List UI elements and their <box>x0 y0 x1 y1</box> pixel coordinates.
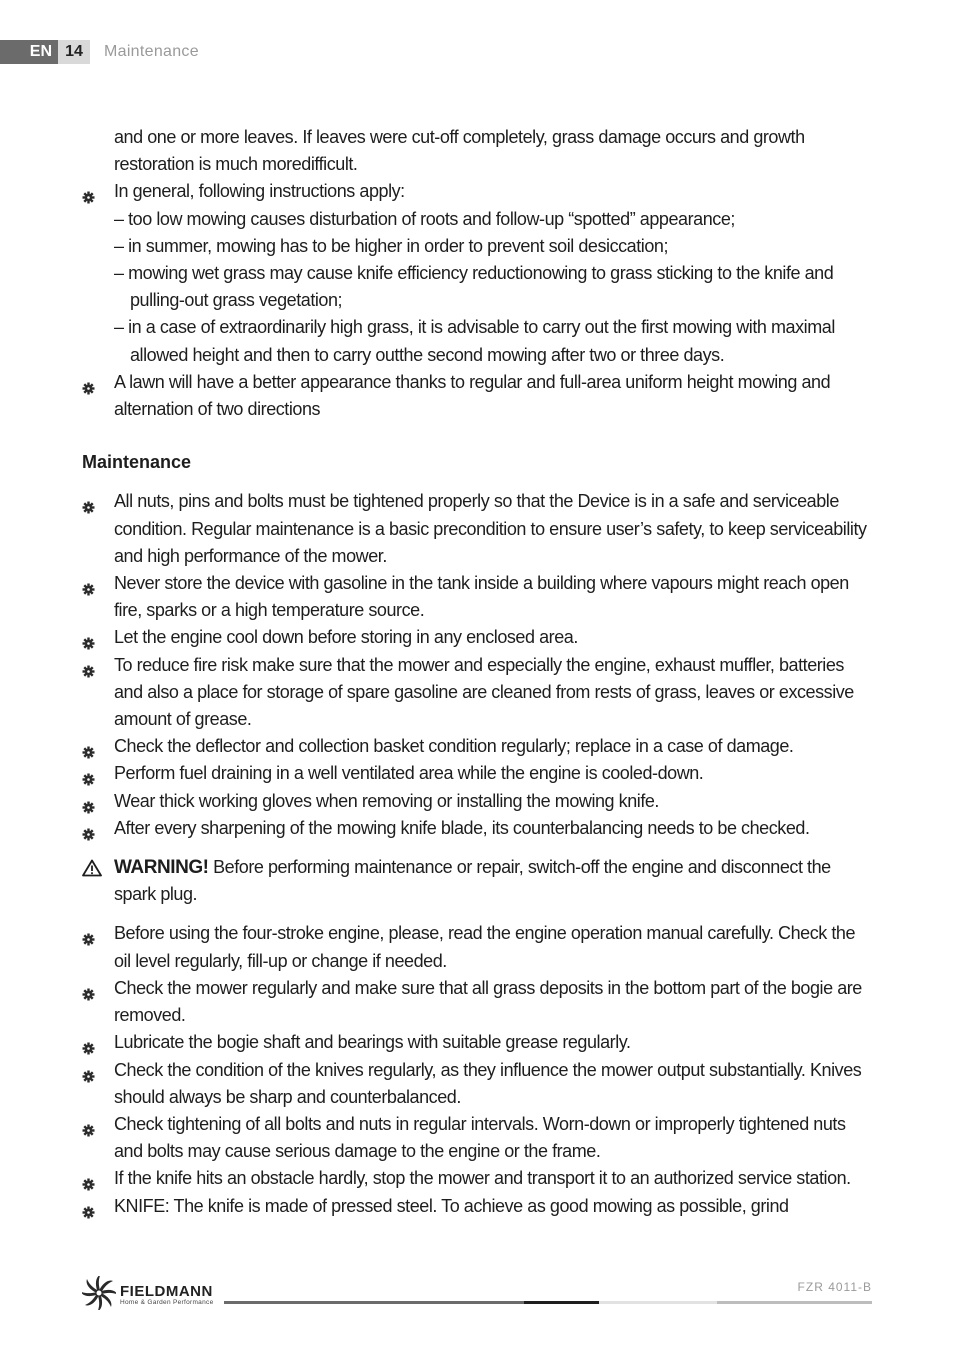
page-footer <box>82 1276 872 1316</box>
gear-bullet-icon <box>82 659 95 672</box>
list-item-text: If the knife hits an obstacle hardly, stop the mower and transport it to an authorized service station. <box>114 1168 851 1189</box>
model-number: FZR 4011-B <box>797 1280 872 1294</box>
list-item-text: Check the condition of the knives regularly, as they influence the mower output substantially. Knives should always be sharp and counterbalanced. <box>114 1059 862 1107</box>
footer-bar-dark <box>524 1301 599 1304</box>
fan-swirl-icon <box>82 1276 116 1315</box>
list-item-text: KNIFE: The knife is made of pressed steel. To achieve as good mowing as possible, grind <box>114 1195 789 1216</box>
gear-bullet-icon <box>82 495 95 508</box>
section-heading: Maintenance <box>82 452 192 473</box>
list-item <box>82 178 872 205</box>
gear-bullet-icon <box>82 631 95 644</box>
list-item <box>82 733 872 760</box>
footer-bar-mid <box>717 1301 872 1304</box>
dash-item: – in a case of extraordinarily high grass, it is advisable to carry out the first mowing with maximal allowed height and then to carry outthe second mowing after two or three days. <box>114 317 835 365</box>
list-item-text: After every sharpening of the mowing knife blade, its counterbalancing needs to be checked. <box>114 817 810 838</box>
list-item <box>82 488 872 570</box>
list-item-text: Check tightening of all bolts and nuts in regular intervals. Worn-down or improperly tightened nuts and bolts may cause serious damage to the engine or the frame. <box>114 1113 846 1162</box>
gear-bullet-icon <box>82 982 95 995</box>
brand-name: FIELDMANN <box>120 1283 213 1300</box>
list-item <box>82 815 872 842</box>
gear-bullet-icon <box>82 185 95 198</box>
list-item <box>82 788 872 815</box>
footer-bar-gray <box>224 1301 524 1304</box>
list-item <box>82 760 872 787</box>
maintenance-list-2 <box>82 920 872 1219</box>
list-item <box>82 570 872 624</box>
gear-bullet-icon <box>82 767 95 780</box>
list-item-text: Let the engine cool down before storing in any enclosed area. <box>114 627 578 648</box>
language-badge: EN <box>0 40 58 64</box>
gear-bullet-icon <box>82 927 95 940</box>
warning-block <box>82 854 872 908</box>
gear-bullet-icon <box>82 1064 95 1077</box>
list-item <box>82 624 872 651</box>
list-item <box>82 975 872 1029</box>
brand-logo <box>82 1276 213 1315</box>
list-item <box>82 920 872 974</box>
brand-tagline: Home & Garden Performance <box>120 1299 214 1306</box>
continuation-paragraph: and one or more leaves. If leaves were cut-off completely, grass damage occurs and growth restoration is much moredifficult. <box>114 127 805 175</box>
page-number: 14 <box>58 40 90 64</box>
list-item <box>82 1057 872 1111</box>
gear-bullet-icon <box>82 1172 95 1185</box>
footer-bar-light <box>599 1301 717 1304</box>
gear-bullet-icon <box>82 1118 95 1131</box>
section-title: Maintenance <box>104 43 199 60</box>
dash-item: – too low mowing causes disturbation of roots and follow-up “spotted” appearance; <box>114 208 735 229</box>
list-item-text: All nuts, pins and bolts must be tightened properly so that the Device is in a safe and serviceable condition. Regular maintenance is a basic precondition to ensure user’s safety, to keep serviceability and high performance of the mower. <box>114 491 867 566</box>
list-item-text: Check the mower regularly and make sure that all grass deposits in the bottom part of the bogie are removed. <box>114 977 862 1026</box>
logo-text <box>120 1284 213 1307</box>
dash-item: – mowing wet grass may cause knife efficiency reductionowing to grass sticking to the knife and pulling-out grass vegetation; <box>114 263 834 311</box>
gear-bullet-icon <box>82 822 95 835</box>
warning-triangle-icon <box>82 858 102 876</box>
gear-bullet-icon <box>82 1200 95 1213</box>
gear-bullet-icon <box>82 577 95 590</box>
page-header <box>0 40 199 64</box>
list-item-text: A lawn will have a better appearance thanks to regular and full-area uniform height mowing and alternation of two directions <box>114 371 831 420</box>
list-item <box>82 1193 872 1220</box>
list-item-text: To reduce fire risk make sure that the mower and especially the engine, exhaust muffler, batteries and also a place for storage of spare gasoline are cleaned from rests of grass, leaves or excessive amount of grease. <box>114 654 854 730</box>
list-item-text: Lubricate the bogie shaft and bearings with suitable grease regularly. <box>114 1032 631 1053</box>
dash-item: – in summer, mowing has to be higher in order to prevent soil desiccation; <box>114 235 669 256</box>
maintenance-list <box>82 488 872 842</box>
list-item <box>82 1165 872 1192</box>
gear-bullet-icon <box>82 795 95 808</box>
gear-bullet-icon <box>82 740 95 753</box>
list-item-text: In general, following instructions apply: <box>114 181 405 202</box>
gear-bullet-icon <box>82 376 95 389</box>
list-item-text: Check the deflector and collection basket condition regularly; replace in a case of damage. <box>114 736 794 757</box>
warning-label: WARNING! <box>114 857 209 879</box>
list-item-text: Wear thick working gloves when removing or installing the mowing knife. <box>114 790 659 811</box>
list-item-text: Never store the device with gasoline in the tank inside a building where vapours might reach open fire, sparks or a high temperature source. <box>114 573 849 621</box>
list-item <box>82 652 872 734</box>
list-item <box>82 369 872 423</box>
warning-text: Before performing maintenance or repair, switch-off the engine and disconnect the spark plug. <box>114 857 831 905</box>
list-item-text: Before using the four-stroke engine, please, read the engine operation manual carefully. Check the oil level regularly, fill-up or change if needed. <box>114 923 856 971</box>
main-content <box>82 124 872 1220</box>
dash-list <box>82 206 872 369</box>
list-item-text: Perform fuel draining in a well ventilated area while the engine is cooled-down. <box>114 763 704 784</box>
intro-list <box>82 178 872 205</box>
lawn-list <box>82 369 872 423</box>
list-item <box>82 1111 872 1165</box>
list-item <box>82 1029 872 1056</box>
gear-bullet-icon <box>82 1036 95 1049</box>
